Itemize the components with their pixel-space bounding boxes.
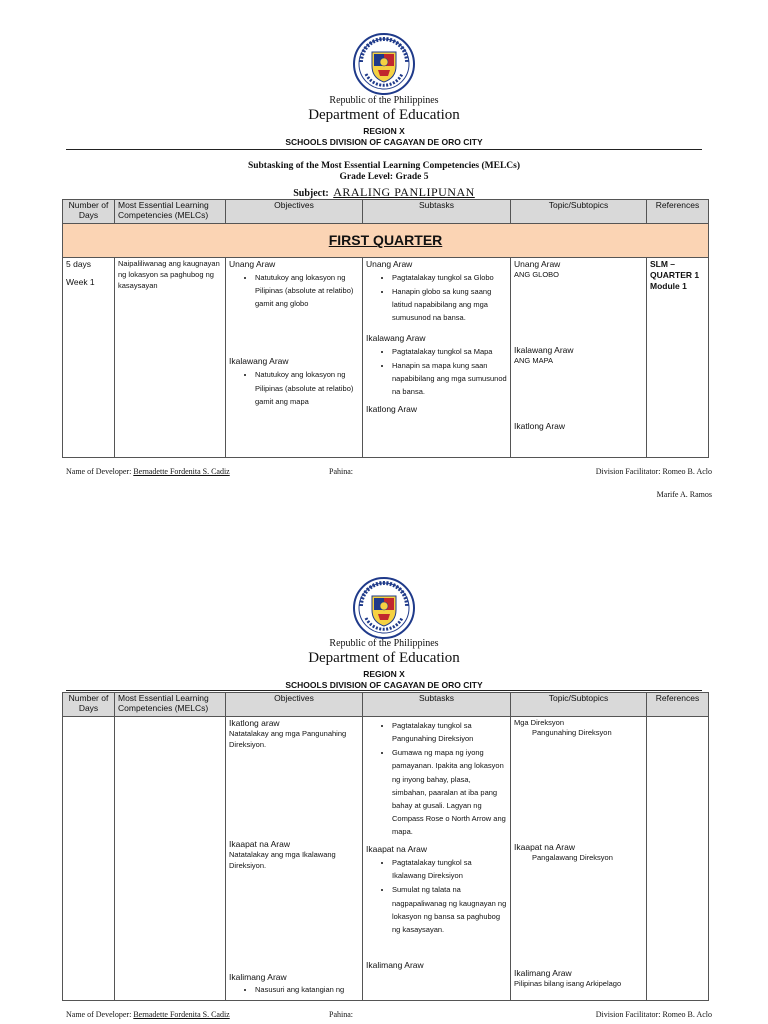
department-title: Department of Education: [308, 650, 460, 666]
department-title: Department of Education: [308, 107, 460, 123]
sub-day5-label: Ikalimang Araw: [366, 959, 424, 970]
list-item: • Natutukoy ang lokasyon ng Pilipinas (absolute at relatibo) gamit ang globo: [255, 271, 359, 310]
references-text: SLM – QUARTER 1 Module 1: [650, 259, 700, 292]
second-facilitator: Marife A. Ramos: [656, 490, 712, 499]
topic-day4-text: Pangalawang Direksyon: [532, 852, 613, 862]
quarter-banner: FIRST QUARTER: [63, 224, 709, 258]
references-cell: [647, 717, 709, 1001]
topic-day5-text: Pilipinas bilang isang Arkipelago: [514, 979, 622, 989]
grade-level: Grade Level: Grade 5: [339, 172, 429, 182]
page-label: Pahina:: [329, 467, 353, 476]
developer-name: Bernadette Fordenita S. Cadiz: [133, 1010, 230, 1019]
objectives-cell: [226, 717, 363, 1001]
page-label: Pahina:: [329, 1010, 353, 1019]
week-value: Week 1: [66, 277, 95, 288]
list-item: • Natutukoy ang lokasyon ng Pilipinas (absolute at relatibo) gamit ang mapa: [255, 368, 359, 407]
list-item: • Pagtatalakay tungkol sa Globo: [392, 271, 507, 284]
deped-seal-icon: [352, 576, 416, 640]
list-item: • Gumawa ng mapa ng iyong pamayanan. Ipakita ang lokasyon ng inyong bahay, plasa, simbahan, paaralan at iba pang bahay at gusali. Lagyan ng Compass Rose o North Arrow ang mapa.: [392, 746, 507, 838]
list-item: • Pagtatalakay tungkol sa Ikalawang Direksiyon: [392, 856, 507, 882]
topic-day5-label: Ikalimang Araw: [514, 968, 572, 979]
region-line: REGION X: [363, 126, 405, 136]
topic-day1-label: Unang Araw: [514, 259, 561, 269]
topic-day4-label: Ikaapat na Araw: [514, 841, 575, 852]
subject-label: Subject:: [293, 188, 329, 199]
days-cell: [63, 717, 115, 1001]
topic-day2-text: ANG MAPA: [514, 356, 554, 366]
region-line: REGION X: [363, 669, 405, 679]
col-topics: Topic/Subtopics: [511, 693, 647, 717]
melc-text: Naipaliliwanag ang kaugnayan ng lokasyon sa paghubog ng kasaysayan: [118, 259, 220, 290]
col-melcs: Most Essential Learning Competencies (MELCs): [115, 693, 226, 717]
table-row: [63, 717, 709, 1001]
topic-day3-label: Ikatlong Araw: [514, 421, 566, 432]
obj-day5-list: [229, 983, 359, 996]
developer-label: Name of Developer:: [66, 467, 132, 476]
col-references: References: [647, 200, 709, 224]
obj-day3-text: Natatalakay ang mga Pangunahing Direksiyon.: [229, 729, 347, 749]
obj-day5-label: Ikalimang Araw: [229, 971, 287, 982]
developer-footer: [66, 1010, 230, 1019]
col-objectives: Objectives: [226, 200, 363, 224]
topic-day3-title: Mga Direksyon: [514, 718, 565, 727]
list-item: • Pagtatalakay tungkol sa Pangunahing Direksiyon: [392, 719, 507, 745]
sub-day4-list: [366, 856, 507, 936]
sub-day4-label: Ikaapat na Araw: [366, 844, 427, 855]
header-rule: [66, 690, 702, 691]
division-line: SCHOOLS DIVISION OF CAGAYAN DE ORO CITY: [285, 680, 483, 690]
facilitator-name: Romeo B. Aclo: [662, 1010, 712, 1019]
col-melcs: Most Essential Learning Competencies (MELCs): [115, 200, 226, 224]
sub-day2-label: Ikalawang Araw: [366, 332, 426, 343]
col-subtasks: Subtasks: [363, 200, 511, 224]
division-line: SCHOOLS DIVISION OF CAGAYAN DE ORO CITY: [285, 137, 483, 147]
developer-label: Name of Developer:: [66, 1010, 132, 1019]
topic-day2-label: Ikalawang Araw: [514, 345, 574, 356]
melc-cell: [115, 717, 226, 1001]
list-item: • Sumulat ng talata na nagpapaliwanag ng kaugnayan ng lokasyon ng bansa sa paghubog ng kasaysayan.: [392, 883, 507, 936]
developer-name: Bernadette Fordenita S. Cadiz: [133, 467, 230, 476]
obj-day4-text: Natatalakay ang mga Ikalawang Direksiyon.: [229, 849, 336, 870]
list-item: • Nasusuri ang katangian ng: [255, 983, 359, 996]
subject-value: ARALING PANLIPUNAN: [333, 185, 475, 199]
table-header-row: [63, 693, 709, 717]
obj-day1-label: Unang Araw: [229, 259, 276, 269]
subtasks-cell: [363, 717, 511, 1001]
days-value: 5 days: [66, 259, 92, 269]
sub-day3-list: [366, 719, 507, 838]
col-references: References: [647, 693, 709, 717]
obj-day3-label: Ikatlong araw: [229, 718, 280, 728]
obj-day2-label: Ikalawang Araw: [229, 356, 289, 367]
topic-day3-text: Pangunahing Direksyon: [532, 727, 612, 737]
facilitator-footer: [596, 1010, 712, 1019]
list-item: • Hanapin sa mapa kung saan napabibilang ang mga sumusunod na bansa.: [392, 359, 507, 398]
melc-table-2: [62, 692, 709, 1001]
topic-day1-text: ANG GLOBO: [514, 270, 560, 280]
facilitator-label: Division Facilitator:: [595, 1010, 661, 1019]
col-days: Number of Days: [63, 693, 115, 717]
list-item: • Hanapin globo sa kung saang latitud napabibilang ang mga sumusunod na bansa.: [392, 285, 507, 324]
col-objectives: Objectives: [226, 693, 363, 717]
facilitator-label: Division Facilitator:: [595, 467, 661, 476]
republic-line: Republic of the Philippines: [329, 95, 439, 106]
col-subtasks: Subtasks: [363, 693, 511, 717]
republic-line: Republic of the Philippines: [329, 638, 439, 649]
sub-day3-label: Ikatlong Araw: [366, 404, 418, 415]
topics-cell: [511, 717, 647, 1001]
doc-title: Subtasking of the Most Essential Learning Competencies (MELCs): [247, 161, 521, 171]
obj-day4-label: Ikaapat na Araw: [229, 838, 290, 849]
col-days: Number of Days: [63, 200, 115, 224]
sub-day1-label: Unang Araw: [366, 259, 413, 269]
col-topics: Topic/Subtopics: [511, 200, 647, 224]
list-item: • Pagtatalakay tungkol sa Mapa: [392, 345, 507, 358]
facilitator-name: Romeo B. Aclo: [662, 467, 712, 476]
